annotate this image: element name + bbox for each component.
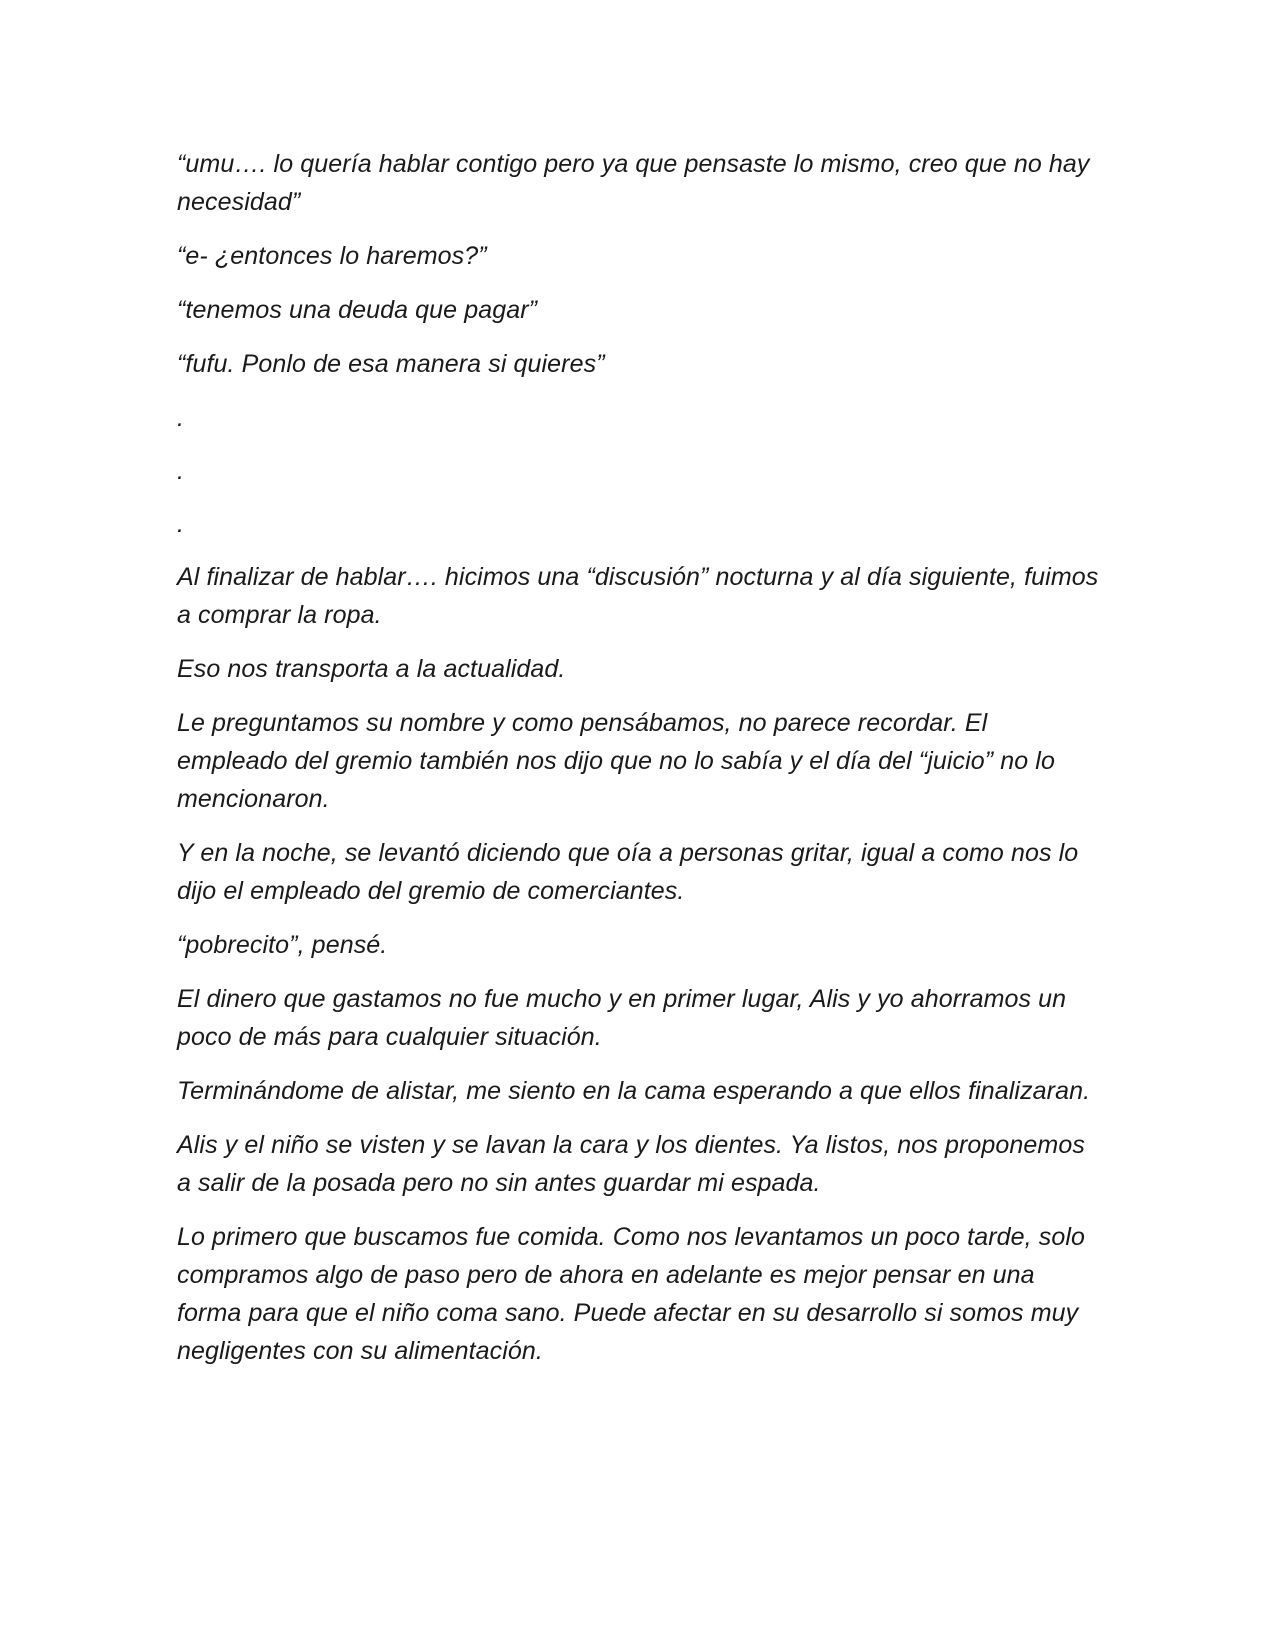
document-body: [177, 145, 1102, 1386]
paragraph-narration-1: Al finalizar de hablar…. hicimos una “discusión” nocturna y al día siguiente, fuimos a comprar la ropa.: [177, 563, 1099, 629]
paragraph-narration-4: Y en la noche, se levantó diciendo que oía a personas gritar, igual a como nos lo dijo el empleado del gremio de comerciantes.: [177, 839, 1079, 905]
paragraph-narration-9: Lo primero que buscamos fue comida. Como nos levantamos un poco tarde, solo compramos algo de paso pero de ahora en adelante es mejor pensar en una forma para que el niño coma sano. Puede afectar en su desarrollo si somos muy negligentes con su alimentación.: [177, 1223, 1085, 1365]
scene-break-dot-3: .: [177, 510, 185, 538]
paragraph-dialogue-1: “umu…. lo quería hablar contigo pero ya que pensaste lo mismo, creo que no hay necesidad”: [177, 150, 1090, 216]
scene-break-dot-2: .: [177, 457, 185, 485]
paragraph-narration-5: “pobrecito”, pensé.: [177, 931, 388, 959]
paragraph-dialogue-2: “e- ¿entonces lo haremos?”: [177, 242, 487, 270]
paragraph-narration-2: Eso nos transporta a la actualidad.: [177, 655, 566, 683]
paragraph-narration-6: El dinero que gastamos no fue mucho y en primer lugar, Alis y yo ahorramos un poco de más para cualquier situación.: [177, 985, 1067, 1051]
paragraph-narration-3: Le preguntamos su nombre y como pensábamos, no parece recordar. El empleado del gremio también nos dijo que no lo sabía y el día del “juicio” no lo mencionaron.: [177, 709, 1055, 813]
paragraph-dialogue-3: “tenemos una deuda que pagar”: [177, 296, 538, 324]
paragraph-dialogue-4: “fufu. Ponlo de esa manera si quieres”: [177, 350, 605, 378]
scene-break-dot-1: .: [177, 404, 185, 432]
paragraph-narration-7: Terminándome de alistar, me siento en la cama esperando a que ellos finalizaran.: [177, 1077, 1091, 1105]
paragraph-narration-8: Alis y el niño se visten y se lavan la cara y los dientes. Ya listos, nos proponemos a salir de la posada pero no sin antes guardar mi espada.: [177, 1131, 1085, 1197]
